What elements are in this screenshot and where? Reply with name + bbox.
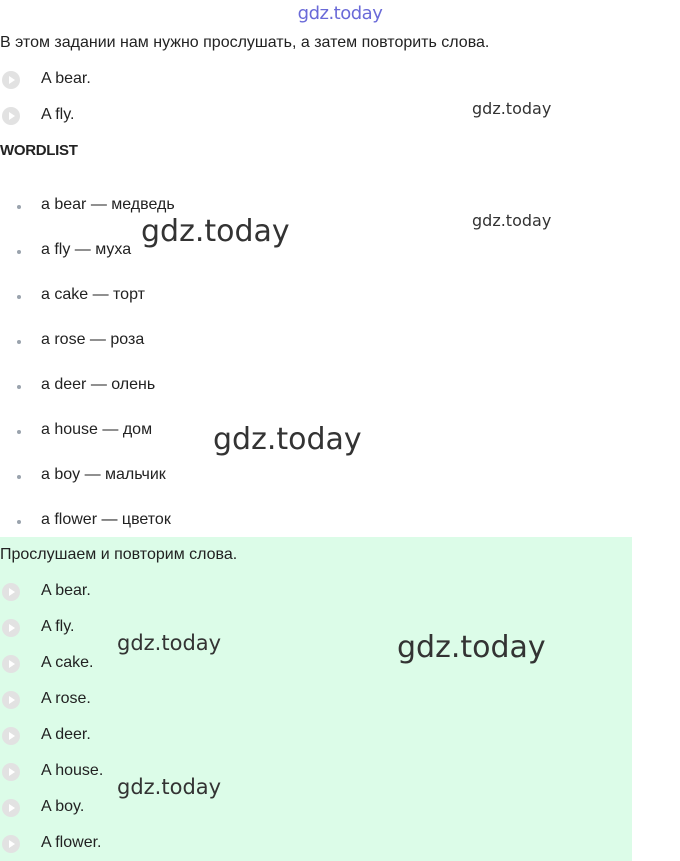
audio-label: A boy.	[41, 798, 85, 815]
watermark: gdz.today	[141, 214, 290, 249]
audio-label: A bear.	[41, 582, 91, 599]
word-pair: a fly — муха	[41, 241, 132, 258]
play-icon[interactable]	[2, 727, 20, 745]
word-pair: a deer — олень	[41, 376, 156, 393]
play-icon[interactable]	[2, 799, 20, 817]
word-pair: a house — дом	[41, 421, 153, 438]
audio-item[interactable]	[0, 832, 20, 856]
audio-label: A fly.	[41, 618, 75, 635]
watermark: gdz.today	[117, 775, 222, 799]
audio-item[interactable]	[0, 68, 20, 92]
watermark: gdz.today	[213, 422, 362, 457]
audio-label: A bear.	[41, 70, 91, 87]
play-icon[interactable]	[2, 691, 20, 709]
wordlist-heading: WORDLIST	[0, 142, 78, 159]
bullet-icon	[17, 295, 21, 299]
play-icon[interactable]	[2, 763, 20, 781]
word-pair: a bear — медведь	[41, 196, 175, 213]
word-pair: a cake — торт	[41, 286, 145, 303]
watermark: gdz.today	[472, 99, 552, 118]
answer-panel-background	[0, 537, 632, 861]
play-icon[interactable]	[2, 71, 20, 89]
watermark: gdz.today	[397, 630, 546, 665]
word-pair: a flower — цветок	[41, 511, 171, 528]
audio-item[interactable]	[0, 616, 20, 640]
audio-label: A flower.	[41, 834, 102, 851]
audio-label: A rose.	[41, 690, 91, 707]
audio-item[interactable]	[0, 760, 20, 784]
audio-label: A deer.	[41, 726, 91, 743]
audio-label: A fly.	[41, 106, 75, 123]
bullet-icon	[17, 340, 21, 344]
header-watermark: gdz.today	[297, 3, 383, 24]
bullet-icon	[17, 475, 21, 479]
play-icon[interactable]	[2, 655, 20, 673]
word-pair: a boy — мальчик	[41, 466, 166, 483]
answer-intro-text: Прослушаем и повторим слова.	[0, 546, 238, 563]
play-icon[interactable]	[2, 619, 20, 637]
bullet-icon	[17, 205, 21, 209]
bullet-icon	[17, 430, 21, 434]
audio-label: A cake.	[41, 654, 94, 671]
word-pair: a rose — роза	[41, 331, 145, 348]
play-icon[interactable]	[2, 107, 20, 125]
audio-item[interactable]	[0, 652, 20, 676]
bullet-icon	[17, 250, 21, 254]
watermark: gdz.today	[472, 211, 552, 230]
play-icon[interactable]	[2, 583, 20, 601]
task-intro-text: В этом задании нам нужно прослушать, а затем повторить слова.	[0, 34, 490, 51]
audio-label: A house.	[41, 762, 104, 779]
bullet-icon	[17, 520, 21, 524]
play-icon[interactable]	[2, 835, 20, 853]
audio-item[interactable]	[0, 580, 20, 604]
audio-item[interactable]	[0, 796, 20, 820]
audio-item[interactable]	[0, 104, 20, 128]
audio-item[interactable]	[0, 688, 20, 712]
audio-item[interactable]	[0, 724, 20, 748]
watermark: gdz.today	[117, 631, 222, 655]
bullet-icon	[17, 385, 21, 389]
